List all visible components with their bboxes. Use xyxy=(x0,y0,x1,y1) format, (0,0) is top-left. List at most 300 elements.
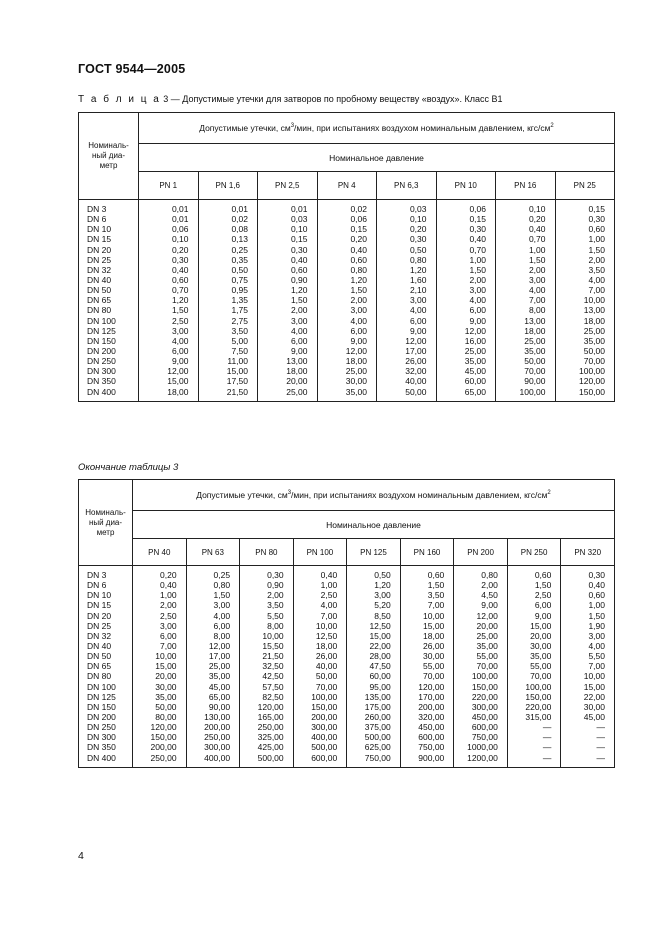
diameter-cell: DN 3 xyxy=(87,570,107,580)
value-column xyxy=(240,566,294,768)
value-cell: 70,00 xyxy=(583,356,605,367)
table1-caption xyxy=(78,94,503,105)
value-cell: 1,00 xyxy=(528,244,546,255)
value-cell: 40,00 xyxy=(405,376,427,387)
value-cell: 15,50 xyxy=(262,640,284,651)
value-cell: 35,00 xyxy=(476,640,498,651)
value-cell: 2,00 xyxy=(267,590,284,601)
value-cell: 35,00 xyxy=(464,356,486,367)
value-cell: 15,00 xyxy=(155,661,177,672)
value-cell: 11,00 xyxy=(227,356,248,367)
value-cell: 0,60 xyxy=(350,254,367,265)
value-cell: 4,00 xyxy=(213,610,231,621)
value-cell: 3,00 xyxy=(528,274,546,285)
value-cell: 5,50 xyxy=(267,610,284,621)
value-cell: 5,20 xyxy=(374,600,391,611)
value-cell: 0,30 xyxy=(267,570,284,580)
value-cell: 12,00 xyxy=(476,610,498,621)
value-cell: 10,00 xyxy=(155,651,177,662)
value-cell: 6,00 xyxy=(171,345,189,356)
value-cell: 0,02 xyxy=(231,214,248,225)
value-cell: 50,00 xyxy=(155,701,177,712)
value-cell: 15,00 xyxy=(369,630,391,641)
value-cell: 30,00 xyxy=(155,681,177,692)
column-header: PN 10 xyxy=(436,172,496,200)
value-cell: 35,00 xyxy=(155,691,177,702)
value-cell: 1,50 xyxy=(469,264,486,275)
value-cell: 120,00 xyxy=(418,681,445,692)
value-cell: 15,00 xyxy=(226,366,248,377)
value-cell: 1200,00 xyxy=(467,752,498,763)
value-cell: 200,00 xyxy=(150,742,177,753)
value-cell: 0,90 xyxy=(290,274,308,285)
value-cell: 6,00 xyxy=(409,315,427,326)
value-cell: 0,70 xyxy=(528,234,546,245)
value-cell: 0,15 xyxy=(588,204,605,214)
value-cell: 3,00 xyxy=(290,315,308,326)
diameter-cell: DN 65 xyxy=(87,661,112,672)
column-header: PN 40 xyxy=(133,539,187,566)
value-cell: 1,50 xyxy=(528,254,546,265)
value-cell: 0,90 xyxy=(267,580,284,591)
value-cell: 1,50 xyxy=(588,244,605,255)
value-cell: 300,00 xyxy=(204,742,231,753)
value-cell: 4,50 xyxy=(481,590,498,601)
value-cell: 4,00 xyxy=(588,274,605,285)
value-cell: 0,40 xyxy=(160,580,177,591)
value-cell: 0,95 xyxy=(231,285,248,296)
table1-body xyxy=(79,200,615,402)
value-cell: 0,60 xyxy=(290,264,308,275)
column-header: PN 125 xyxy=(347,539,401,566)
value-cell: 21,50 xyxy=(226,386,248,397)
column-header: PN 80 xyxy=(240,539,294,566)
standard-header: ГОСТ 9544—2005 xyxy=(78,62,186,76)
value-cell: 0,80 xyxy=(213,580,231,591)
value-cell: 0,30 xyxy=(290,244,308,255)
value-cell: 600,00 xyxy=(311,752,338,763)
value-cell: 300,00 xyxy=(311,722,338,733)
value-cell: 47,50 xyxy=(369,661,391,672)
value-cell: 1,20 xyxy=(409,264,427,275)
value-cell: 6,00 xyxy=(160,630,177,641)
diameter-cell: DN 300 xyxy=(87,732,116,743)
value-cell: 4,00 xyxy=(528,285,546,296)
value-cell: 12,00 xyxy=(405,335,427,346)
value-cell: 20,00 xyxy=(155,671,177,682)
value-cell: 9,00 xyxy=(481,600,498,611)
value-cell: 3,00 xyxy=(469,285,486,296)
diameter-column xyxy=(79,200,139,402)
value-column xyxy=(436,200,496,402)
value-cell: 2,00 xyxy=(290,305,308,316)
value-cell: 70,00 xyxy=(476,661,498,672)
diameter-cell: DN 150 xyxy=(87,701,116,712)
value-cell: 18,00 xyxy=(345,356,367,367)
value-cell: 4,00 xyxy=(320,600,338,611)
column-header: PN 2,5 xyxy=(258,172,318,200)
value-cell: 8,00 xyxy=(267,620,284,631)
diameter-cell: DN 6 xyxy=(87,214,107,225)
value-cell: 55,00 xyxy=(423,661,445,672)
diameter-cell: DN 10 xyxy=(87,590,112,601)
value-cell: 220,00 xyxy=(471,691,498,702)
value-column xyxy=(561,566,615,768)
value-cell: 750,00 xyxy=(471,732,498,743)
value-cell: 10,00 xyxy=(583,295,605,306)
value-cell: 0,01 xyxy=(171,214,189,225)
value-cell: 0,50 xyxy=(374,570,391,580)
value-cell: 0,06 xyxy=(350,214,367,225)
value-cell: 7,00 xyxy=(427,600,445,611)
value-column xyxy=(347,566,401,768)
table1-column-headers xyxy=(79,172,615,200)
value-cell: 0,15 xyxy=(290,234,308,245)
value-cell: 0,40 xyxy=(588,580,605,591)
value-cell: 22,00 xyxy=(369,640,391,651)
value-cell: 57,50 xyxy=(262,681,284,692)
value-cell: 25,00 xyxy=(524,335,546,346)
value-cell: 900,00 xyxy=(418,752,445,763)
value-cell: 1,20 xyxy=(350,274,367,285)
value-cell: 1,50 xyxy=(213,590,231,601)
diameter-cell: DN 40 xyxy=(87,274,112,285)
value-cell: 0,60 xyxy=(427,570,445,580)
value-cell: 0,01 xyxy=(171,204,189,214)
value-column xyxy=(293,566,347,768)
value-column xyxy=(507,566,561,768)
column-header: PN 6,3 xyxy=(377,172,437,200)
value-cell: 1,35 xyxy=(231,295,248,306)
value-cell: 5,00 xyxy=(231,335,248,346)
diameter-cell: DN 50 xyxy=(87,651,112,662)
value-cell: 2,50 xyxy=(160,610,177,621)
value-cell: 100,00 xyxy=(525,681,552,692)
value-cell: 135,00 xyxy=(364,691,391,702)
value-cell: 3,00 xyxy=(213,600,231,611)
value-cell: 2,50 xyxy=(171,315,189,326)
column-header: PN 25 xyxy=(555,172,615,200)
value-cell: 35,00 xyxy=(345,386,367,397)
diameter-cell: DN 20 xyxy=(87,610,112,621)
value-cell: 260,00 xyxy=(364,711,391,722)
value-cell: 6,00 xyxy=(534,600,552,611)
value-cell: 150,00 xyxy=(579,386,605,397)
column-header: PN 1,6 xyxy=(198,172,258,200)
diameter-cell: DN 32 xyxy=(87,264,112,275)
diameter-cell: DN 250 xyxy=(87,356,116,367)
value-cell: 0,30 xyxy=(409,234,427,245)
value-cell: 8,50 xyxy=(374,610,391,621)
value-cell: 21,50 xyxy=(262,651,284,662)
diameter-cell: DN 350 xyxy=(87,742,116,753)
value-cell: 750,00 xyxy=(418,742,445,753)
value-cell: 0,25 xyxy=(231,244,248,255)
value-column xyxy=(496,200,556,402)
value-cell: 1,50 xyxy=(427,580,445,591)
value-column xyxy=(555,200,615,402)
value-cell: 0,20 xyxy=(171,244,189,255)
value-cell: 1,00 xyxy=(588,600,605,611)
value-cell: 4,00 xyxy=(469,295,486,306)
value-cell: 45,00 xyxy=(583,711,605,722)
value-cell: 60,00 xyxy=(464,376,486,387)
value-cell: 12,00 xyxy=(345,345,367,356)
value-cell: 0,20 xyxy=(528,214,546,225)
table2-leakage-header: Допустимые утечки, $см^3$/мин, при испытаниях воздухом номинальным давлением, кгс/$см^2$ xyxy=(133,480,615,511)
value-cell: 1,20 xyxy=(171,295,189,306)
diameter-cell: DN 300 xyxy=(87,366,116,377)
value-cell: 2,50 xyxy=(534,590,552,601)
value-cell: 17,00 xyxy=(405,345,427,356)
page-number: 4 xyxy=(78,850,84,862)
value-cell: 200,00 xyxy=(204,722,231,733)
value-cell: 0,10 xyxy=(290,224,308,235)
value-cell: 15,00 xyxy=(167,376,189,387)
value-cell: 28,00 xyxy=(369,651,391,662)
table2-caption: Окончание таблицы 3 xyxy=(78,462,179,473)
diameter-cell: DN 10 xyxy=(87,224,112,235)
value-cell: 0,80 xyxy=(409,254,427,265)
value-column xyxy=(186,566,240,768)
value-cell: 425,00 xyxy=(257,742,284,753)
diameter-cell: DN 15 xyxy=(87,234,112,245)
value-cell: 35,00 xyxy=(583,335,605,346)
value-cell: 7,00 xyxy=(588,661,605,672)
value-cell: 80,00 xyxy=(155,711,177,722)
diameter-cell: DN 100 xyxy=(87,681,116,692)
value-cell: 1,50 xyxy=(588,610,605,621)
value-cell: 7,00 xyxy=(320,610,338,621)
value-cell: 6,00 xyxy=(350,325,367,336)
value-cell: 0,35 xyxy=(231,254,248,265)
value-cell: 70,00 xyxy=(315,681,338,692)
value-cell: 0,20 xyxy=(350,234,367,245)
value-cell: 0,06 xyxy=(171,224,189,235)
value-cell: 250,00 xyxy=(204,732,231,743)
value-cell: 165,00 xyxy=(257,711,284,722)
column-header: PN 200 xyxy=(454,539,508,566)
diameter-cell: DN 250 xyxy=(87,722,116,733)
value-cell: 7,50 xyxy=(231,345,248,356)
value-cell: 625,00 xyxy=(364,742,391,753)
value-column xyxy=(377,200,437,402)
value-cell: 0,60 xyxy=(534,570,552,580)
column-header: PN 1 xyxy=(139,172,199,200)
value-cell: 3,50 xyxy=(427,590,445,601)
value-cell: 3,00 xyxy=(160,620,177,631)
table1 xyxy=(78,112,615,402)
value-cell: 500,00 xyxy=(364,732,391,743)
value-cell: 13,00 xyxy=(286,356,308,367)
value-cell: 18,00 xyxy=(167,386,189,397)
value-cell: 0,40 xyxy=(469,234,486,245)
table2 xyxy=(78,479,615,768)
value-cell: 65,00 xyxy=(464,386,486,397)
value-cell: 0,70 xyxy=(469,244,486,255)
value-cell: 1000,00 xyxy=(467,742,498,753)
value-cell: 32,00 xyxy=(405,366,427,377)
value-cell: 0,50 xyxy=(409,244,427,255)
value-cell: 25,00 xyxy=(476,630,498,641)
value-cell: 35,00 xyxy=(530,651,552,662)
value-cell: 250,00 xyxy=(257,722,284,733)
value-cell: 450,00 xyxy=(471,711,498,722)
value-cell: 0,08 xyxy=(231,224,248,235)
value-cell: 0,02 xyxy=(350,204,367,214)
value-cell: 250,00 xyxy=(150,752,177,763)
table1-caption-text: 3 — Допустимые утечки для затворов по пробному веществу «воздух». Класс В1 xyxy=(160,94,503,104)
diameter-cell: DN 40 xyxy=(87,640,112,651)
value-cell: 0,15 xyxy=(350,224,367,235)
value-cell: 1,60 xyxy=(409,274,427,285)
diameter-cell: DN 25 xyxy=(87,254,112,265)
value-cell: 320,00 xyxy=(418,711,445,722)
table1-pressure-header: Номинальное давление xyxy=(139,144,615,172)
value-cell: 9,00 xyxy=(171,356,189,367)
value-cell: 6,00 xyxy=(213,620,231,631)
value-column xyxy=(133,566,187,768)
value-cell: 30,00 xyxy=(345,376,367,387)
value-cell: 0,30 xyxy=(171,254,189,265)
column-header: PN 100 xyxy=(293,539,347,566)
value-cell: 9,00 xyxy=(350,335,367,346)
value-cell: 9,00 xyxy=(409,325,427,336)
value-cell: 0,30 xyxy=(469,224,486,235)
diameter-cell: DN 20 xyxy=(87,244,112,255)
value-cell: 50,00 xyxy=(524,356,546,367)
value-cell: 1,00 xyxy=(320,580,338,591)
value-cell: 3,00 xyxy=(171,325,189,336)
value-cell: 20,00 xyxy=(530,630,552,641)
value-cell: 100,00 xyxy=(471,671,498,682)
value-cell: 0,01 xyxy=(290,204,308,214)
value-cell: 4,00 xyxy=(588,640,605,651)
diameter-cell: DN 80 xyxy=(87,671,112,682)
diameter-cell: DN 65 xyxy=(87,295,112,306)
value-cell: 150,00 xyxy=(471,681,498,692)
diameter-cell: DN 32 xyxy=(87,630,112,641)
value-cell: 15,00 xyxy=(423,620,445,631)
table2-column-headers xyxy=(79,539,615,566)
value-cell: 12,00 xyxy=(167,366,189,377)
diameter-cell: DN 125 xyxy=(87,691,116,702)
value-cell: 18,00 xyxy=(524,325,546,336)
value-cell: 1,75 xyxy=(231,305,248,316)
value-cell: 12,00 xyxy=(464,325,486,336)
value-cell: 25,00 xyxy=(583,325,605,336)
value-cell: 1,00 xyxy=(469,254,486,265)
diameter-cell: DN 100 xyxy=(87,315,116,326)
value-cell: 50,00 xyxy=(405,386,427,397)
value-cell: 65,00 xyxy=(208,691,231,702)
value-column xyxy=(400,566,454,768)
table2-diameter-header: Номиналь- ный диа- метр xyxy=(79,480,133,566)
value-cell: 16,00 xyxy=(464,335,486,346)
value-cell: 4,00 xyxy=(409,305,427,316)
value-cell: 60,00 xyxy=(369,671,391,682)
value-cell: 45,00 xyxy=(208,681,231,692)
column-header: PN 16 xyxy=(496,172,556,200)
value-cell: 0,80 xyxy=(481,570,498,580)
value-cell: 55,00 xyxy=(530,661,552,672)
value-cell: 3,50 xyxy=(231,325,248,336)
column-header: PN 160 xyxy=(400,539,454,566)
value-cell: 400,00 xyxy=(204,752,231,763)
value-cell: 9,00 xyxy=(534,610,552,621)
value-cell: 400,00 xyxy=(311,732,338,743)
diameter-cell: DN 200 xyxy=(87,711,116,722)
value-cell: 0,70 xyxy=(171,285,189,296)
value-cell: 35,00 xyxy=(208,671,231,682)
value-cell: 500,00 xyxy=(257,752,284,763)
value-cell: 3,00 xyxy=(350,305,367,316)
value-cell: 2,50 xyxy=(320,590,338,601)
value-cell: 0,10 xyxy=(409,214,427,225)
value-cell: 13,00 xyxy=(583,305,605,316)
value-cell: 90,00 xyxy=(524,376,546,387)
value-cell: 0,30 xyxy=(588,570,605,580)
table1-caption-label: Т а б л и ц а xyxy=(78,94,161,105)
value-cell: 2,10 xyxy=(409,285,427,296)
value-cell: 0,80 xyxy=(350,264,367,275)
value-column xyxy=(139,200,199,402)
value-cell: 220,00 xyxy=(525,701,552,712)
value-cell: 100,00 xyxy=(311,691,338,702)
value-cell: 120,00 xyxy=(257,701,284,712)
value-cell: 2,00 xyxy=(588,254,605,265)
value-cell: — xyxy=(596,742,605,753)
value-cell: 0,03 xyxy=(409,204,427,214)
value-cell: 9,00 xyxy=(469,315,486,326)
value-cell: 15,00 xyxy=(530,620,552,631)
diameter-cell: DN 150 xyxy=(87,335,116,346)
value-cell: 26,00 xyxy=(315,651,338,662)
value-cell: — xyxy=(542,742,552,753)
diameter-cell: DN 25 xyxy=(87,620,112,631)
value-cell: 0,40 xyxy=(320,570,338,580)
value-cell: 42,50 xyxy=(262,671,284,682)
value-cell: 8,00 xyxy=(213,630,231,641)
column-header: PN 4 xyxy=(317,172,377,200)
value-cell: 25,00 xyxy=(345,366,367,377)
diameter-cell: DN 15 xyxy=(87,600,112,611)
value-cell: 17,50 xyxy=(226,376,248,387)
value-cell: 30,00 xyxy=(530,640,552,651)
value-column xyxy=(454,566,508,768)
value-cell: 15,00 xyxy=(583,681,605,692)
table1-diameter-header: Номиналь- ный диа- метр xyxy=(79,113,139,200)
value-cell: 1,50 xyxy=(171,305,189,316)
value-cell: 175,00 xyxy=(364,701,391,712)
value-cell: 25,00 xyxy=(464,345,486,356)
table2-pressure-header: Номинальное давление xyxy=(133,511,615,539)
value-cell: 20,00 xyxy=(286,376,308,387)
value-cell: 0,03 xyxy=(290,214,308,225)
value-cell: 10,00 xyxy=(262,630,284,641)
value-cell: 9,00 xyxy=(290,345,308,356)
value-cell: 70,00 xyxy=(530,671,552,682)
value-cell: 1,20 xyxy=(374,580,391,591)
value-cell: 0,01 xyxy=(231,204,248,214)
value-cell: 150,00 xyxy=(150,732,177,743)
value-cell: — xyxy=(596,722,605,733)
value-cell: 30,00 xyxy=(423,651,445,662)
value-cell: 18,00 xyxy=(286,366,308,377)
value-cell: 55,00 xyxy=(476,651,498,662)
value-cell: 3,50 xyxy=(267,600,284,611)
value-cell: 0,40 xyxy=(528,224,546,235)
